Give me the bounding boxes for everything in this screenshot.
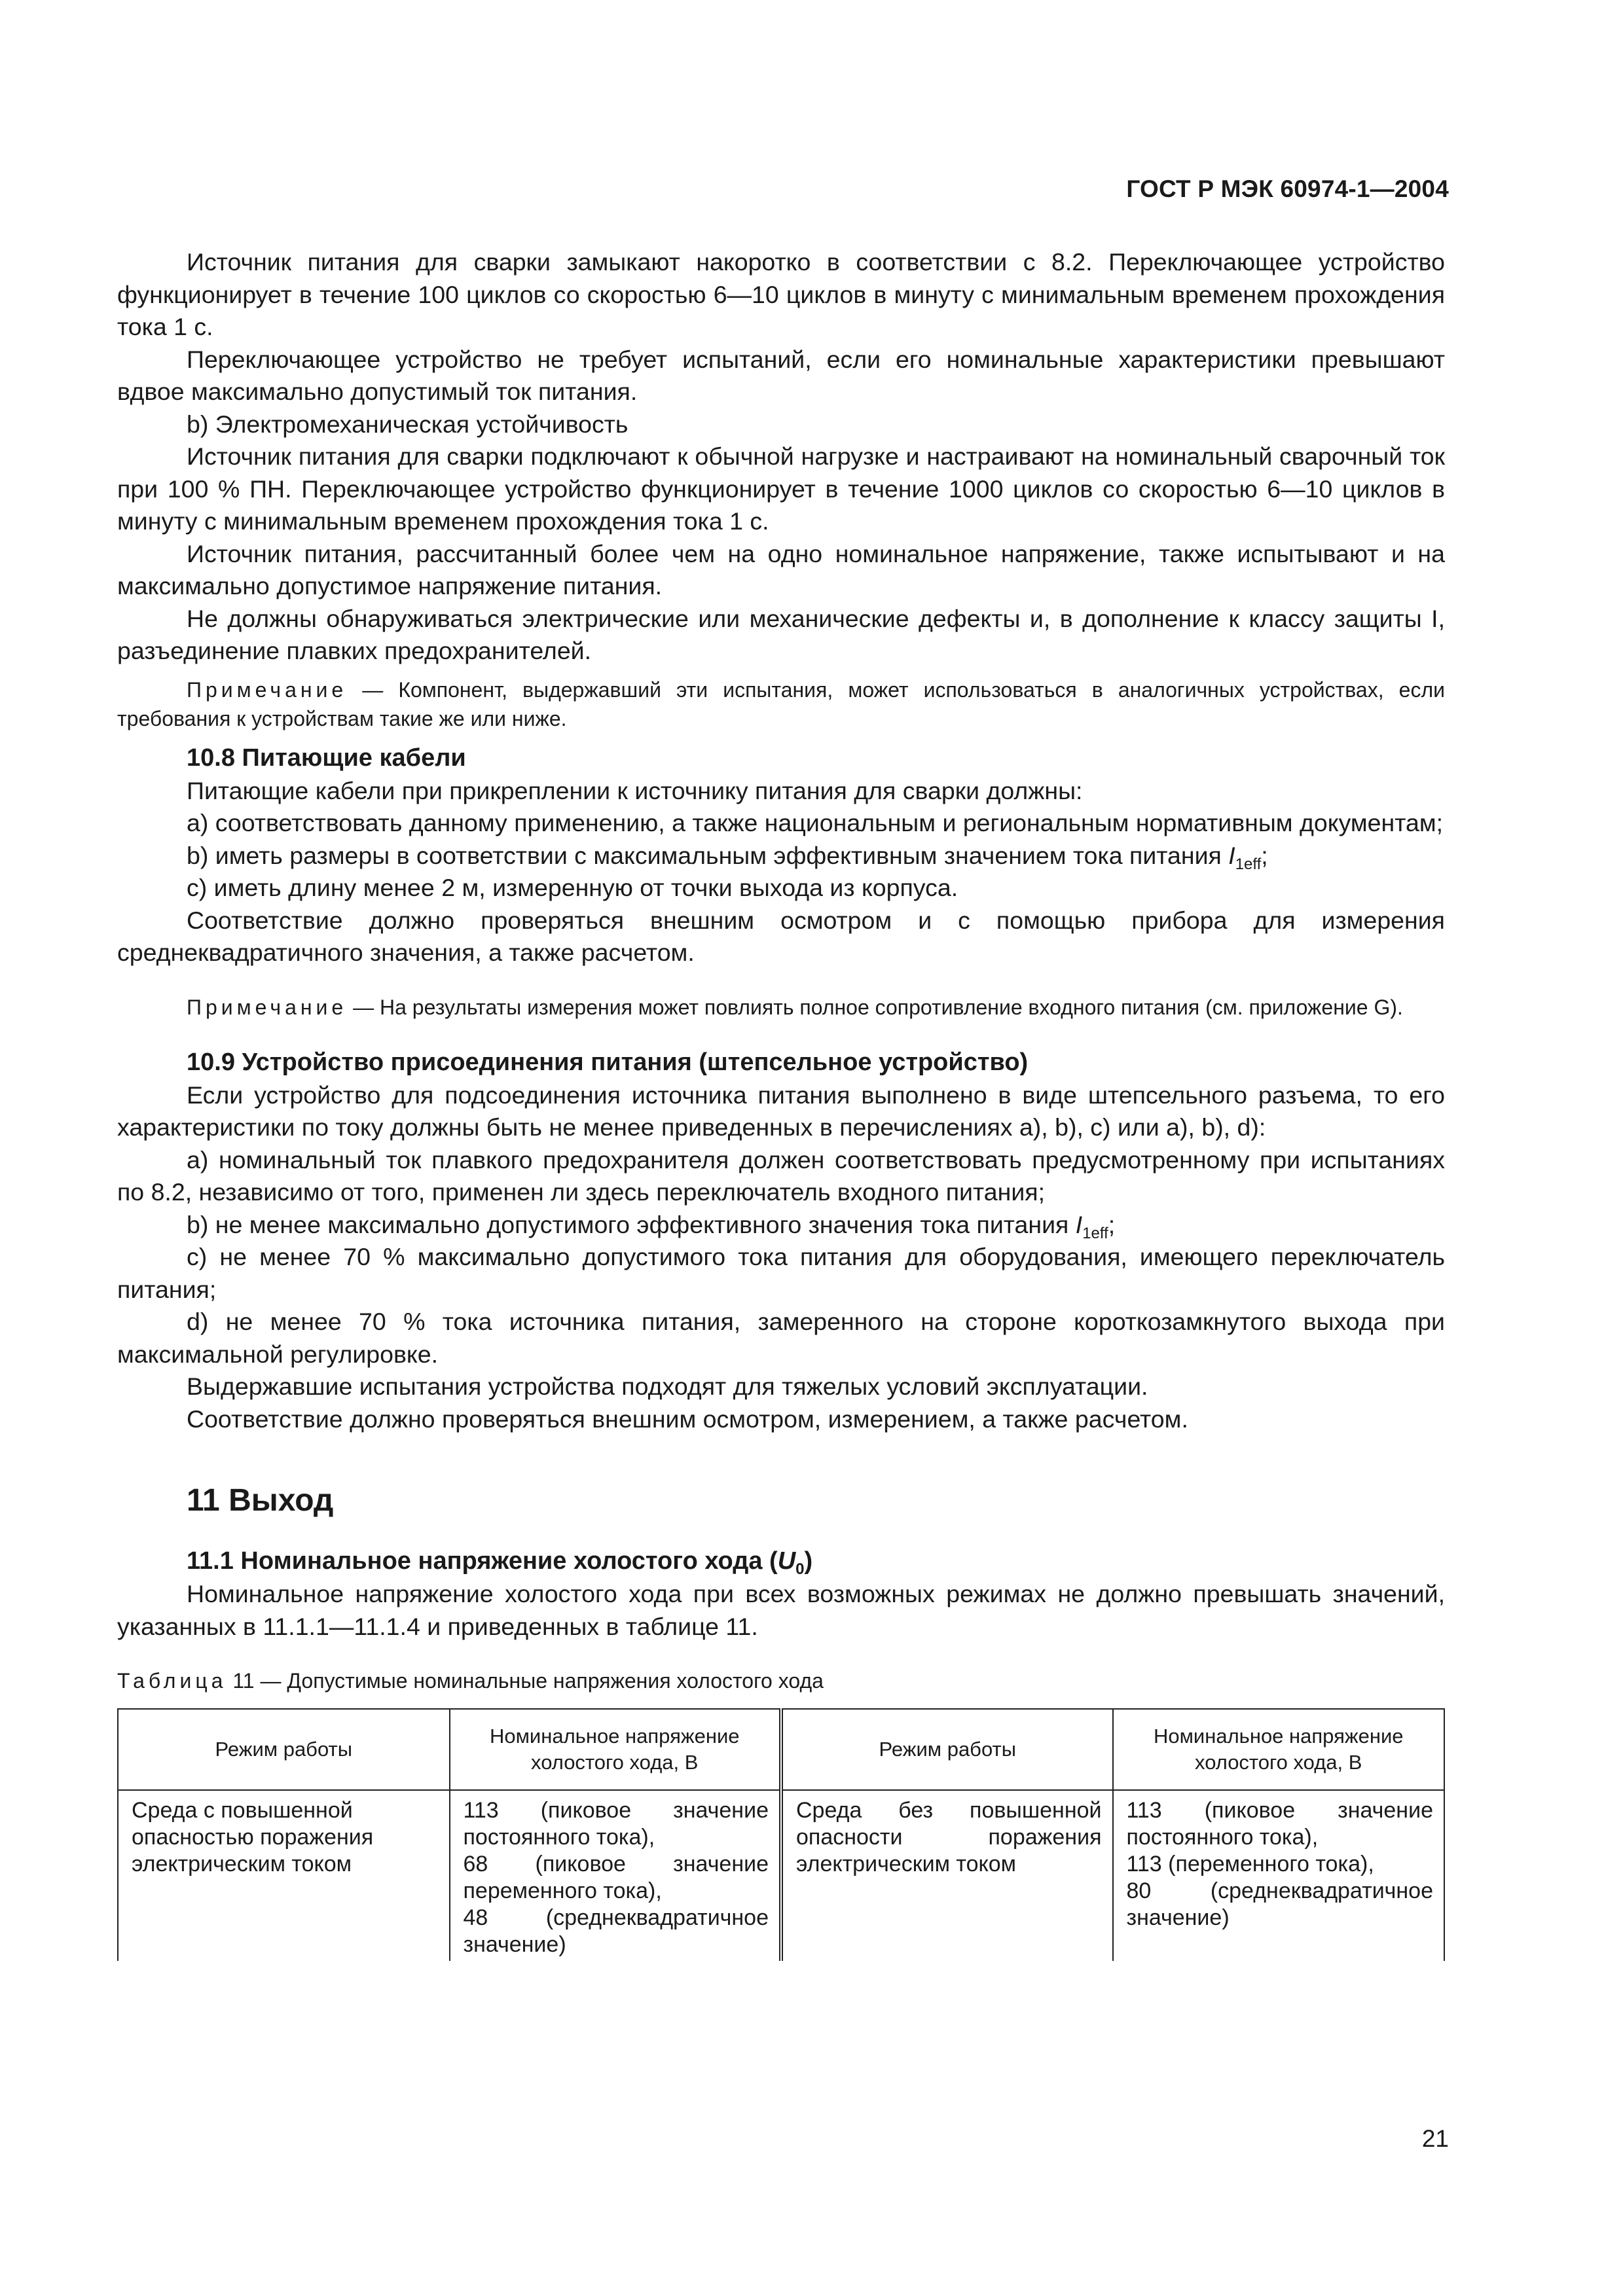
- section-heading-11: 11 Выход: [187, 1483, 334, 1518]
- section-heading-10-8: 10.8 Питающие кабели: [187, 744, 466, 772]
- table-header-cell: Номинальное напряжение холостого хода, В: [450, 1709, 782, 1790]
- list-item: а) номинальный ток плавкого предохранителя должен соответствовать предусмотренному при испытаниях по 8.2, независимо от того, применен ли здесь переключатель входного питания;: [117, 1145, 1445, 1206]
- list-item: b) не менее максимально допустимого эффективного значения тока питания $I_{1eff}$;: [187, 1210, 1116, 1242]
- document-header: ГОСТ Р МЭК 60974-1—2004: [1126, 175, 1449, 202]
- note-text: — На результаты измерения может повлиять полное сопротивление входного питания (см. приложение G).: [347, 995, 1403, 1019]
- note-text: — Компонент, выдержавший эти испытания, может использоваться в аналогичных устройствах, если требования к устройствам такие же или ниже.: [117, 677, 1445, 730]
- page-number: 21: [1421, 2125, 1449, 2152]
- paragraph: Выдержавшие испытания устройства подходят для тяжелых условий эксплуатации.: [187, 1372, 1148, 1400]
- table-header-cell: Режим работы: [118, 1709, 450, 1790]
- list-item: d) не менее 70 % тока источника питания, замеренного на стороне короткозамкнутого выхода при максимальной регулировке.: [117, 1308, 1445, 1368]
- paragraph: Если устройство для подсоединения источника питания выполнено в виде штепсельного разъема, то его характеристики по току должны быть не менее приведенных в перечислениях а), b), с) или а), b), d):: [117, 1081, 1445, 1141]
- table-cell: 113 (пиковое значение постоянного тока), 68 (пиковое значение переменного тока), 48 (среднеквадратичное значение): [450, 1790, 782, 1961]
- paragraph: Источник питания для сварки замыкают накоротко в соответствии с 8.2. Переключающее устройство функционирует в течение 100 циклов со скоростью 6—10 циклов в минуту с минимальным временем прохождения тока 1 с.: [117, 248, 1445, 340]
- paragraph: Питающие кабели при прикреплении к источнику питания для сварки должны:: [187, 776, 1083, 804]
- list-item: b) иметь размеры в соответствии с максимальным эффективным значением тока питания $I_{1eff}$;: [187, 841, 1268, 873]
- paragraph: Номинальное напряжение холостого хода при всех возможных режимах не должно превышать значений, указанных в 11.1.1—11.1.4 и приведенных в таблице 11.: [117, 1580, 1445, 1640]
- list-item: с) иметь длину менее 2 м, измеренную от точки выхода из корпуса.: [187, 874, 958, 901]
- table-11: [117, 1708, 1445, 1961]
- list-item: с) не менее 70 % максимально допустимого тока питания для оборудования, имеющего переключатель питания;: [117, 1243, 1445, 1303]
- table-cell: 113 (пиковое значение постоянного тока), 113 (переменного тока), 80 (среднеквадратичное значение): [1113, 1790, 1445, 1961]
- subheading-electromechanical: b) Электромеханическая устойчивость: [187, 410, 629, 438]
- table-header-row: [118, 1709, 1444, 1790]
- note: [117, 993, 1445, 1022]
- paragraph: Источник питания, рассчитанный более чем на одно номинальное напряжение, также испытывают и на максимально допустимое напряжение питания.: [117, 539, 1445, 600]
- note: [117, 675, 1445, 733]
- table-row: [118, 1790, 1444, 1961]
- table-header-cell: Номинальное напряжение холостого хода, В: [1113, 1709, 1445, 1790]
- paragraph: Соответствие должно проверяться внешним осмотром, измерением, а также расчетом.: [187, 1405, 1188, 1433]
- paragraph: Соответствие должно проверяться внешним осмотром и с помощью прибора для измерения среднеквадратичного значения, а также расчетом.: [117, 906, 1445, 966]
- note-label: Примечание: [187, 995, 348, 1019]
- list-item: а) соответствовать данному применению, а также национальным и региональным нормативным документам;: [187, 809, 1444, 836]
- table-cell: Среда без повышенной опасности поражения электрическим током: [781, 1790, 1113, 1961]
- note-label: Примечание: [187, 677, 348, 702]
- paragraph: Переключающее устройство не требует испытаний, если его номинальные характеристики превышают вдвое максимально допустимый ток питания.: [117, 345, 1445, 405]
- paragraph: Не должны обнаруживаться электрические или механические дефекты и, в дополнение к классу защиты I, разъединение плавких предохранителей.: [117, 604, 1445, 664]
- page-content: [117, 246, 1445, 1961]
- section-heading-10-9: 10.9 Устройство присоединения питания (штепсельное устройство): [187, 1048, 1029, 1076]
- section-heading-11-1: 11.1 Номинальное напряжение холостого хода $(U_0)$: [187, 1547, 813, 1578]
- table-cell: Среда с повышенной опасностью поражения электрическим током: [118, 1790, 450, 1961]
- paragraph: Источник питания для сварки подключают к обычной нагрузке и настраивают на номинальный сварочный ток при 100 % ПН. Переключающее устройство функционирует в течение 1000 циклов со скоростью 6—10 циклов в минуту с минимальным временем прохождения тока 1 с.: [117, 442, 1445, 535]
- table-caption: Таблица 11 — Допустимые номинальные напряжения холостого хода: [117, 1669, 824, 1693]
- table-header-cell: Режим работы: [781, 1709, 1113, 1790]
